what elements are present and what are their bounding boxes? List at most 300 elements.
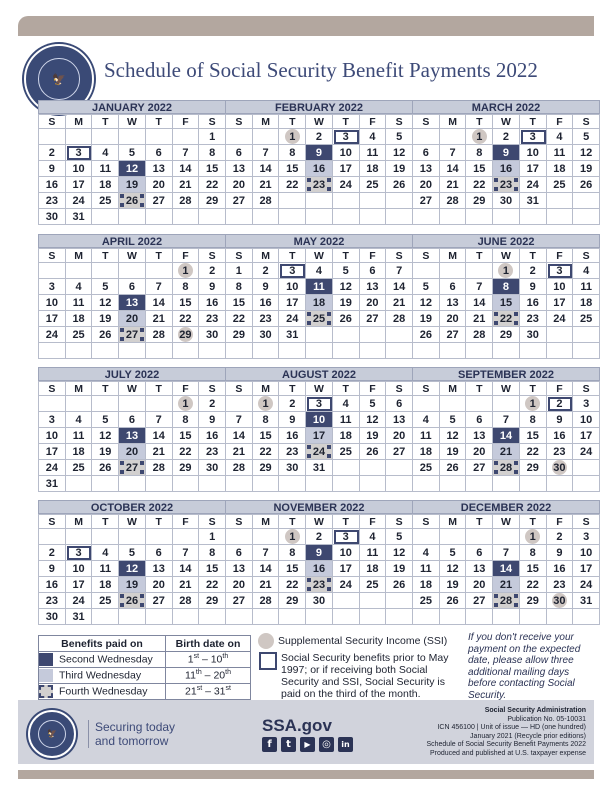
legend-label: Fourth Wednesday bbox=[59, 685, 148, 698]
pub-title: Schedule of Social Security Benefit Payments 2022 bbox=[426, 741, 586, 749]
day-cell bbox=[413, 295, 440, 311]
day-number: 31 bbox=[526, 194, 539, 207]
weekday-header: F bbox=[173, 249, 200, 263]
day-number: 4 bbox=[342, 397, 349, 410]
day-cell bbox=[66, 460, 93, 476]
day-number: 18 bbox=[366, 562, 379, 575]
top-band bbox=[18, 16, 594, 36]
empty-day-cell bbox=[413, 343, 440, 359]
day-cell bbox=[547, 161, 574, 177]
day-number: 14 bbox=[473, 296, 486, 309]
month-april bbox=[38, 234, 226, 359]
empty-day-cell bbox=[360, 593, 387, 609]
empty-day-cell bbox=[199, 209, 226, 225]
day-cell bbox=[547, 545, 574, 561]
day-cell bbox=[66, 279, 93, 295]
day-cell bbox=[493, 311, 520, 327]
day-number: 22 bbox=[473, 178, 486, 191]
day-number: 1 bbox=[472, 129, 487, 144]
day-number: 23 bbox=[206, 312, 219, 325]
day-cell bbox=[493, 577, 520, 593]
weekday-header: M bbox=[440, 249, 467, 263]
day-cell bbox=[173, 444, 200, 460]
day-cell bbox=[199, 577, 226, 593]
day-number: 31 bbox=[580, 594, 593, 607]
day-cell bbox=[573, 412, 600, 428]
day-cell bbox=[573, 295, 600, 311]
day-number: 25 bbox=[312, 312, 326, 325]
linkedin-icon[interactable]: in bbox=[338, 737, 353, 752]
day-cell bbox=[547, 428, 574, 444]
day-cell bbox=[253, 327, 280, 343]
ssa-gov-link[interactable]: SSA.gov bbox=[262, 716, 332, 735]
day-cell bbox=[306, 129, 333, 145]
day-number: 8 bbox=[182, 413, 189, 426]
day-cell bbox=[279, 145, 306, 161]
weekday-header: S bbox=[573, 382, 600, 396]
empty-day-cell bbox=[146, 529, 173, 545]
weekday-header: T bbox=[92, 382, 119, 396]
empty-day-cell bbox=[333, 343, 360, 359]
youtube-icon[interactable]: ▶ bbox=[300, 737, 315, 752]
day-cell bbox=[226, 145, 253, 161]
weekday-header: W bbox=[493, 515, 520, 529]
day-number: 27 bbox=[125, 328, 139, 341]
day-cell bbox=[547, 577, 574, 593]
day-cell bbox=[413, 545, 440, 561]
day-cell bbox=[199, 545, 226, 561]
day-cell bbox=[466, 428, 493, 444]
month-header: JUNE 2022 bbox=[412, 234, 600, 248]
day-cell bbox=[119, 161, 146, 177]
day-cell bbox=[386, 263, 413, 279]
day-number: 8 bbox=[529, 413, 536, 426]
day-number: 18 bbox=[553, 162, 566, 175]
day-number: 7 bbox=[235, 413, 242, 426]
day-cell bbox=[386, 444, 413, 460]
day-number: 13 bbox=[393, 413, 406, 426]
day-number: 29 bbox=[259, 461, 272, 474]
day-number: 19 bbox=[446, 578, 459, 591]
month-days-grid bbox=[38, 514, 226, 625]
legend-row-second: Second Wednesday 1st – 10th bbox=[39, 652, 251, 668]
range-start: 1 bbox=[187, 653, 194, 666]
day-cell bbox=[66, 193, 93, 209]
day-cell bbox=[547, 263, 574, 279]
day-cell bbox=[520, 593, 547, 609]
day-cell bbox=[573, 593, 600, 609]
weekday-header: S bbox=[226, 382, 253, 396]
day-number: 13 bbox=[473, 429, 486, 442]
day-number: 31 bbox=[45, 477, 58, 490]
weekday-header: T bbox=[279, 515, 306, 529]
day-number: 18 bbox=[99, 578, 112, 591]
ssi-day-cell bbox=[493, 263, 520, 279]
day-number: 7 bbox=[262, 146, 269, 159]
day-cell bbox=[92, 444, 119, 460]
day-cell bbox=[119, 577, 146, 593]
empty-day-cell bbox=[66, 476, 93, 492]
day-number: 20 bbox=[473, 578, 486, 591]
empty-day-cell bbox=[66, 263, 93, 279]
month-may bbox=[225, 234, 413, 359]
month-march bbox=[412, 100, 600, 225]
day-number: 2 bbox=[556, 530, 563, 543]
empty-day-cell bbox=[573, 460, 600, 476]
day-cell bbox=[226, 428, 253, 444]
empty-day-cell bbox=[547, 327, 574, 343]
day-number: 9 bbox=[262, 280, 269, 293]
day-number: 17 bbox=[339, 562, 352, 575]
day-number: 6 bbox=[128, 413, 136, 426]
day-cell bbox=[306, 263, 333, 279]
weekday-header: S bbox=[386, 382, 413, 396]
day-cell bbox=[173, 412, 200, 428]
empty-day-cell bbox=[199, 343, 226, 359]
day-number: 16 bbox=[286, 429, 299, 442]
ssi-day-cell bbox=[466, 129, 493, 145]
empty-day-cell bbox=[573, 343, 600, 359]
day-number: 22 bbox=[499, 312, 513, 325]
ssi-circle-icon bbox=[258, 633, 274, 649]
day-number: 8 bbox=[235, 280, 242, 293]
empty-day-cell bbox=[226, 476, 253, 492]
day-number: 8 bbox=[289, 146, 296, 159]
day-cell bbox=[333, 279, 360, 295]
empty-day-cell bbox=[92, 129, 119, 145]
day-number: 26 bbox=[125, 594, 139, 607]
day-cell bbox=[173, 561, 200, 577]
day-cell bbox=[173, 577, 200, 593]
day-cell bbox=[92, 561, 119, 577]
day-number: 19 bbox=[99, 445, 112, 458]
day-number: 26 bbox=[393, 178, 406, 191]
day-cell bbox=[119, 327, 146, 343]
day-number: 2 bbox=[289, 397, 296, 410]
day-number: 1 bbox=[258, 396, 273, 411]
day-number: 2 bbox=[48, 546, 55, 559]
day-number: 21 bbox=[259, 178, 272, 191]
day-cell bbox=[413, 279, 440, 295]
weekday-header: S bbox=[413, 115, 440, 129]
day-cell bbox=[66, 327, 93, 343]
day-cell bbox=[66, 295, 93, 311]
ssi-day-cell bbox=[173, 396, 200, 412]
legend-label: Third Wednesday bbox=[59, 669, 142, 682]
day-cell bbox=[386, 428, 413, 444]
day-cell bbox=[39, 577, 66, 593]
empty-day-cell bbox=[39, 263, 66, 279]
empty-day-cell bbox=[386, 327, 413, 343]
empty-day-cell bbox=[119, 209, 146, 225]
day-number: 28 bbox=[152, 461, 165, 474]
day-cell bbox=[146, 279, 173, 295]
day-number: 13 bbox=[125, 429, 139, 442]
legend-header-paid-on: Benefits paid on bbox=[39, 636, 166, 652]
pub-number: Publication No. 05-10031 bbox=[507, 715, 586, 723]
day-cell bbox=[226, 311, 253, 327]
range-start: 11 bbox=[185, 669, 196, 682]
day-cell bbox=[386, 145, 413, 161]
empty-day-cell bbox=[279, 476, 306, 492]
month-header: SEPTEMBER 2022 bbox=[412, 367, 600, 381]
month-october bbox=[38, 500, 226, 625]
day-number: 6 bbox=[128, 280, 136, 293]
weekday-header: M bbox=[253, 382, 280, 396]
month-days-grid bbox=[225, 381, 413, 492]
day-cell bbox=[253, 311, 280, 327]
day-number: 24 bbox=[72, 594, 85, 607]
day-number: 13 bbox=[419, 162, 432, 175]
day-number: 26 bbox=[339, 312, 352, 325]
day-cell bbox=[333, 444, 360, 460]
empty-day-cell bbox=[413, 263, 440, 279]
day-number: 7 bbox=[396, 264, 403, 277]
day-cell bbox=[333, 263, 360, 279]
day-number: 29 bbox=[232, 328, 245, 341]
day-cell bbox=[440, 561, 467, 577]
day-number: 2 bbox=[209, 397, 216, 410]
day-number: 24 bbox=[45, 461, 58, 474]
day-cell bbox=[146, 193, 173, 209]
day-number: 25 bbox=[339, 445, 352, 458]
day-cell bbox=[173, 193, 200, 209]
empty-day-cell bbox=[39, 129, 66, 145]
pub-org: Social Security Administration bbox=[484, 707, 586, 714]
day-number: 19 bbox=[446, 445, 459, 458]
empty-day-cell bbox=[466, 529, 493, 545]
day-number: 3 bbox=[315, 397, 323, 410]
day-cell bbox=[547, 177, 574, 193]
day-cell bbox=[333, 529, 360, 545]
day-cell bbox=[547, 561, 574, 577]
day-number: 2 bbox=[209, 264, 216, 277]
empty-day-cell bbox=[360, 327, 387, 343]
weekday-header: S bbox=[573, 249, 600, 263]
day-number: 15 bbox=[232, 296, 245, 309]
day-cell bbox=[413, 145, 440, 161]
day-number: 2 bbox=[502, 130, 510, 143]
day-cell bbox=[199, 529, 226, 545]
empty-day-cell bbox=[66, 396, 93, 412]
day-number: 25 bbox=[99, 194, 112, 207]
day-number: 12 bbox=[419, 296, 432, 309]
day-number: 2 bbox=[529, 264, 536, 277]
day-number: 15 bbox=[286, 562, 299, 575]
day-number: 21 bbox=[446, 178, 459, 191]
day-number: 25 bbox=[419, 594, 432, 607]
month-july bbox=[38, 367, 226, 492]
day-number: 6 bbox=[155, 546, 162, 559]
day-number: 22 bbox=[232, 312, 245, 325]
day-cell bbox=[360, 545, 387, 561]
empty-day-cell bbox=[92, 609, 119, 625]
day-cell bbox=[119, 545, 146, 561]
day-cell bbox=[146, 161, 173, 177]
day-cell bbox=[386, 279, 413, 295]
day-cell bbox=[66, 311, 93, 327]
day-cell bbox=[520, 161, 547, 177]
day-cell bbox=[573, 263, 600, 279]
day-number: 4 bbox=[315, 264, 323, 277]
day-cell bbox=[386, 545, 413, 561]
day-cell bbox=[199, 311, 226, 327]
empty-day-cell bbox=[440, 343, 467, 359]
day-cell bbox=[39, 609, 66, 625]
day-cell bbox=[493, 279, 520, 295]
day-number: 17 bbox=[286, 296, 299, 309]
empty-day-cell bbox=[92, 209, 119, 225]
day-number: 8 bbox=[289, 546, 296, 559]
day-cell bbox=[39, 161, 66, 177]
day-cell bbox=[173, 161, 200, 177]
empty-day-cell bbox=[333, 327, 360, 343]
day-cell bbox=[279, 161, 306, 177]
day-cell bbox=[39, 177, 66, 193]
day-number: 15 bbox=[526, 429, 539, 442]
day-number: 12 bbox=[339, 280, 352, 293]
day-number: 15 bbox=[286, 162, 299, 175]
day-number: 3 bbox=[48, 280, 55, 293]
day-cell bbox=[520, 444, 547, 460]
empty-day-cell bbox=[119, 609, 146, 625]
day-number: 14 bbox=[152, 429, 165, 442]
month-september bbox=[412, 367, 600, 492]
pub-expense: Produced and published at U.S. taxpayer expense bbox=[429, 749, 586, 757]
month-january bbox=[38, 100, 226, 225]
day-cell bbox=[92, 593, 119, 609]
empty-day-cell bbox=[573, 476, 600, 492]
day-number: 27 bbox=[473, 594, 486, 607]
weekday-header: F bbox=[547, 249, 574, 263]
day-cell bbox=[466, 177, 493, 193]
empty-day-cell bbox=[520, 609, 547, 625]
day-cell bbox=[360, 279, 387, 295]
day-number: 15 bbox=[499, 296, 513, 309]
day-number: 21 bbox=[499, 578, 513, 591]
weekday-header: T bbox=[146, 249, 173, 263]
day-number: 6 bbox=[449, 280, 456, 293]
day-number: 5 bbox=[396, 130, 403, 143]
weekday-header: T bbox=[466, 382, 493, 396]
empty-day-cell bbox=[39, 343, 66, 359]
day-number: 8 bbox=[502, 280, 510, 293]
empty-day-cell bbox=[253, 129, 280, 145]
eagle-icon: 🦅 bbox=[38, 58, 80, 100]
weekday-header: S bbox=[39, 115, 66, 129]
day-number: 17 bbox=[339, 162, 352, 175]
day-cell bbox=[39, 476, 66, 492]
day-number: 20 bbox=[152, 178, 165, 191]
day-cell bbox=[306, 412, 333, 428]
month-days-grid bbox=[225, 514, 413, 625]
day-cell bbox=[253, 412, 280, 428]
day-number: 25 bbox=[580, 312, 593, 325]
facebook-icon[interactable]: f bbox=[262, 737, 277, 752]
third-of-month-text: Social Security benefits prior to May 1997; or if receiving both Social Security and SSI, Social Security is paid on the third of the month. bbox=[281, 652, 449, 700]
fourth-wednesday-swatch bbox=[39, 685, 53, 698]
day-cell bbox=[66, 161, 93, 177]
empty-day-cell bbox=[413, 396, 440, 412]
empty-day-cell bbox=[440, 129, 467, 145]
month-june bbox=[412, 234, 600, 359]
day-cell bbox=[279, 295, 306, 311]
day-cell bbox=[360, 145, 387, 161]
day-cell bbox=[199, 263, 226, 279]
day-cell bbox=[39, 295, 66, 311]
footer-ssa-seal-logo bbox=[28, 710, 76, 758]
day-cell bbox=[413, 428, 440, 444]
day-cell bbox=[440, 193, 467, 209]
day-number: 4 bbox=[369, 130, 376, 143]
day-cell bbox=[440, 279, 467, 295]
day-cell bbox=[253, 428, 280, 444]
day-cell bbox=[493, 193, 520, 209]
weekday-header: W bbox=[119, 115, 146, 129]
day-cell bbox=[226, 444, 253, 460]
day-number: 10 bbox=[286, 280, 299, 293]
day-number: 1 bbox=[285, 529, 300, 544]
day-cell bbox=[66, 428, 93, 444]
day-cell bbox=[413, 561, 440, 577]
day-number: 22 bbox=[206, 178, 219, 191]
month-days-grid bbox=[38, 248, 226, 359]
day-number: 30 bbox=[499, 194, 513, 207]
day-cell bbox=[466, 593, 493, 609]
day-cell bbox=[279, 593, 306, 609]
weekday-header: W bbox=[119, 515, 146, 529]
day-cell bbox=[66, 577, 93, 593]
day-cell bbox=[306, 529, 333, 545]
day-number: 30 bbox=[45, 610, 58, 623]
day-number: 6 bbox=[235, 146, 242, 159]
empty-day-cell bbox=[119, 343, 146, 359]
day-number: 27 bbox=[232, 594, 245, 607]
empty-day-cell bbox=[119, 396, 146, 412]
month-november bbox=[225, 500, 413, 625]
day-cell bbox=[92, 577, 119, 593]
day-number: 27 bbox=[473, 461, 486, 474]
day-number: 17 bbox=[553, 296, 566, 309]
day-number: 18 bbox=[72, 445, 85, 458]
day-cell bbox=[360, 311, 387, 327]
day-number: 9 bbox=[48, 562, 55, 575]
day-cell bbox=[279, 311, 306, 327]
day-number: 30 bbox=[259, 328, 272, 341]
day-number: 21 bbox=[473, 312, 486, 325]
day-number: 31 bbox=[286, 328, 299, 341]
day-number: 1 bbox=[525, 529, 540, 544]
day-cell bbox=[39, 460, 66, 476]
day-number: 26 bbox=[366, 445, 379, 458]
empty-day-cell bbox=[440, 529, 467, 545]
day-cell bbox=[92, 295, 119, 311]
day-number: 1 bbox=[498, 263, 513, 278]
empty-day-cell bbox=[146, 396, 173, 412]
day-number: 14 bbox=[179, 162, 192, 175]
day-number: 24 bbox=[580, 445, 593, 458]
weekday-header: M bbox=[66, 382, 93, 396]
ssi-day-cell bbox=[253, 396, 280, 412]
day-cell bbox=[440, 545, 467, 561]
day-number: 20 bbox=[366, 296, 379, 309]
day-cell bbox=[66, 145, 93, 161]
twitter-icon[interactable]: t bbox=[281, 737, 296, 752]
instagram-icon[interactable]: ◎ bbox=[319, 737, 334, 752]
empty-day-cell bbox=[253, 476, 280, 492]
day-number: 19 bbox=[125, 178, 139, 191]
empty-day-cell bbox=[333, 476, 360, 492]
